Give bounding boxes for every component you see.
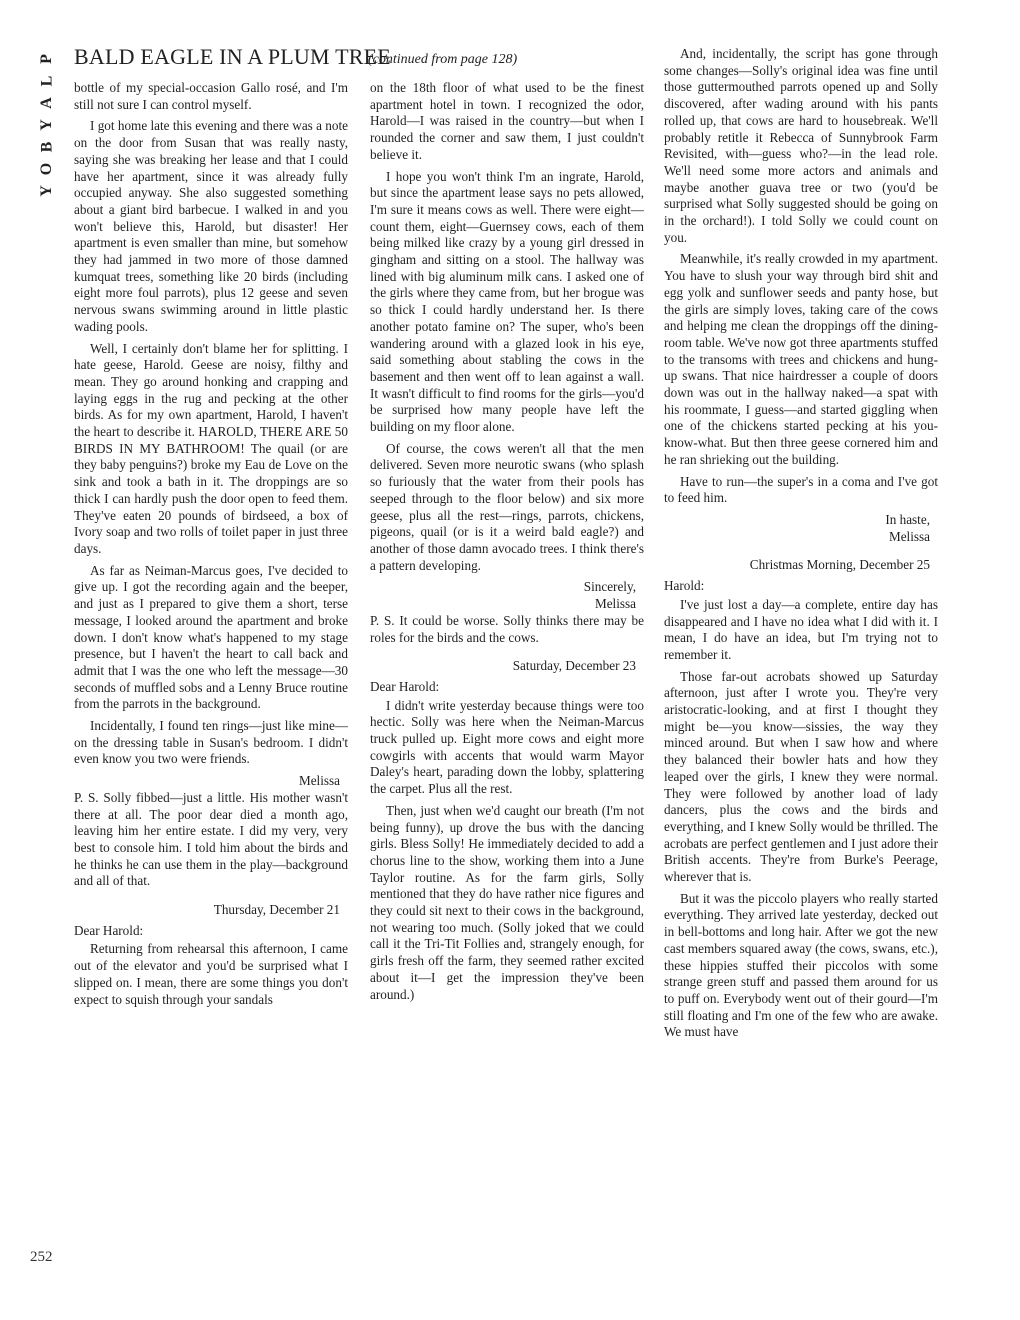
continued-note: (continued from page 128): [368, 52, 518, 67]
paragraph: P. S. Solly fibbed—just a little. His mother wasn't there at all. The poor dear died a month ago, leaving him her entire estate. I did my very, very best to console him. I told him about the birds and he thinks he can use them in the play—background and all of that.: [74, 789, 348, 889]
page-number: 252: [30, 1249, 53, 1265]
paragraph: But it was the piccolo players who really started everything. They arrived late yesterday, decked out in bell-bottoms and long hair. After we got the new cast members squared away (the cows, swans, etc.), these hippies stuffed their piccolos with some strange green stuff and passed them around for us to puff on. Everybody went out of their gourd—I'm still floating and I'm one of the few who are awake. We must have: [664, 890, 938, 1040]
letter-date: Christmas Morning, December 25: [749, 557, 930, 573]
salutation: Dear Harold:: [74, 922, 144, 938]
text-column-1: [74, 80, 348, 1013]
letter-date: Thursday, December 21: [213, 902, 340, 918]
logo-letter: A: [38, 97, 55, 109]
text-column-2: [370, 80, 644, 1008]
logo-letter: Y: [38, 119, 55, 131]
paragraph: Meanwhile, it's really crowded in my apartment. You have to slush your way through bird shit and egg yolk and sunflower seeds and panty hose, but the girls are simply loves, taking care of the cows and helping me clean the droppings off the dining-room table. We've now got three apartments stuffed to the transoms with trees and chickens and hung-up swans. That nice hairdresser a couple of doors down was out in the hallway naked—a spat with his roommate, I guess—and started giggling when one of the chickens started pecking at his you-know-what. But then three geese cornered him and he ran shrieking out the building.: [664, 251, 938, 467]
paragraph: on the 18th floor of what used to be the finest apartment hotel in town. I recognized the odor, Harold—I was raised in the country—but when I rounded the corner and saw them, I just couldn't believe it.: [370, 80, 644, 162]
playboy-vertical-logo: [36, 48, 58, 202]
paragraph: Returning from rehearsal this afternoon, I came out of the elevator and you'd be surprised what I slipped on. I mean, there are some things you don't expect to squish through your sandals: [74, 941, 348, 1007]
paragraph: And, incidentally, the script has gone through some changes—Solly's original idea was fine until those guttermouthed parrots opened up and Solly discovered, after wading around with his pants rolled up, that cows are hard to housebreak. We'll probably retitle it Rebecca of Sunnybrook Farm Revisited, with—guess who?—in the lead role. We'll need some more actors and animals and maybe another guava tree or two (you'd be surprised what Solly suggested should be going on in the orchard!). I told Solly we could count on you.: [664, 46, 938, 245]
logo-letter: O: [37, 162, 55, 176]
text-column-3: [664, 46, 938, 1046]
paragraph: Those far-out acrobats showed up Saturday afternoon, just after I wrote you. They're very aristocratic-looking, and at first I thought they might be—you know—sissies, the way they minced around. But when I saw how and where they balanced their bowler hats and how they leaped over the girls, I knew they were normal. They were followed by another load of lady dancers, plus the cows and the birds and everything, and I knew Solly would be thrilled. The acrobats are perfect gentlemen and I just adore their British accents. They're from Burke's Peerage, wherever that is.: [664, 668, 938, 885]
signature: Melissa: [298, 773, 340, 789]
logo-letter: L: [37, 75, 55, 87]
paragraph: I didn't write yesterday because things were too hectic. Solly was here when the Neiman-Marcus truck pulled up. Eight more cows and eight more cowgirls with accents that would warm Mayor Daley's heart, parading down the lobby, splattering the carpet. Plus all the rest.: [370, 697, 644, 797]
paragraph: As far as Neiman-Marcus goes, I've decided to give up. I got the recording again and the beeper, and just as I prepared to give them a short, terse message, I looked around the apartment and broke down. I don't know what's happened to my stage presence, but I haven't the heart to call back and admit that I was the one who left the message—30 seconds of muffled sobs and a Lenny Bruce routine from the parrots in the background.: [74, 562, 348, 712]
paragraph: Then, just when we'd caught our breath (I'm not being funny), up drove the bus with the dancing girls. Bless Solly! He immediately decided to add a chorus line to the show, working them into a June Taylor routine. As for the farm girls, Solly mentioned that they do have rather nice figures and they could sit next to their cows in the background, not wearing too much. (Solly joked that we could call it the Tri-Tit Follies and, strangely enough, for girls fresh off the farm, they seemed rather excited about it—I get the impression they've been around.): [370, 802, 644, 1002]
salutation: Dear Harold:: [370, 678, 440, 694]
signature: Melissa: [594, 596, 636, 612]
paragraph: I got home late this evening and there was a note on the door from Susan that was really nasty, saying she was breaking her lease and that I could have her apartment, since it was already fully occupied anyway. She also suggested something about a giant bird barbecue. I walked in and you won't believe this, Harold, but disaster! Her apartment is even smaller than mine, but somehow they had jammed in two more of those damned kumquat trees, something like 20 birds (including eight more foul parrots), plus 12 geese and seven nervous swans swimming around in little plastic wading pools.: [74, 118, 348, 334]
article-title: BALD EAGLE IN A PLUM TREE: [74, 44, 391, 69]
letter-date: Saturday, December 23: [512, 658, 636, 674]
paragraph: Well, I certainly don't blame her for splitting. I hate geese, Harold. Geese are noisy, filthy and mean. They go around honking and crapping and laying eggs in the rug and pecking at the other birds. As for my own apartment, Harold, I haven't the heart to describe it. HAROLD, THERE ARE 50 BIRDS IN MY BATHROOM! The quail (or are they baby penguins?) broke my Eau de Love on the sink and took a bath in it. The droppings are so thick I can hardly push the door open to feed them. They've eaten 20 pounds of birdseed, a box of Ivory soap and two rolls of toilet paper in just three days.: [74, 340, 348, 556]
paragraph: bottle of my special-occasion Gallo rosé, and I'm still not sure I can control myself.: [74, 80, 348, 112]
signature: Sincerely,: [583, 579, 636, 595]
paragraph: I hope you won't think I'm an ingrate, Harold, but since the apartment lease says no pets allowed, I'm sure it means cows as well. There were eight—count them, eight—Guernsey cows, each of them being milked like crazy by a young girl dressed in gingham and sitting on a stool. The hallway was lined with big aluminum milk cans. I asked one of the girls where they came from, but her brogue was so thick I could hardly understand her. Is there another potato famine on? The super, who's been wandering around with a glazed look in his eye, said something about stabling the cows in the basement and then went off to lean against a wall. It wasn't difficult to find rooms for the girls—you'd be surprised how many people have left the building on my floor alone.: [370, 168, 644, 435]
paragraph: Have to run—the super's in a coma and I've got to feed him.: [664, 473, 938, 506]
paragraph: I've just lost a day—a complete, entire day has disappeared and I have no idea what I did with it. I mean, I do have an idea, but I'm trying not to remember it.: [664, 596, 938, 662]
logo-letter: B: [37, 141, 55, 153]
paragraph: Incidentally, I found ten rings—just like mine—on the dressing table in Susan's bedroom. I didn't even know you two were friends.: [74, 718, 348, 767]
logo-letter: P: [38, 54, 55, 64]
salutation: Harold:: [664, 578, 705, 594]
signature: Melissa: [888, 528, 930, 544]
signature: In haste,: [885, 511, 930, 527]
paragraph: Of course, the cows weren't all that the men delivered. Seven more neurotic swans (who splash so furiously that the water from their pools has seeped through to the floor below) and six more geese, plus all the rest—rings, parrots, chickens, pigeons, quail (or is it a weird bald eagle?) and another of those damn avocado trees. I think there's a pattern developing.: [370, 440, 644, 573]
logo-letter: Y: [38, 185, 55, 197]
paragraph: P. S. It could be worse. Solly thinks there may be roles for the birds and the cows.: [370, 612, 644, 645]
